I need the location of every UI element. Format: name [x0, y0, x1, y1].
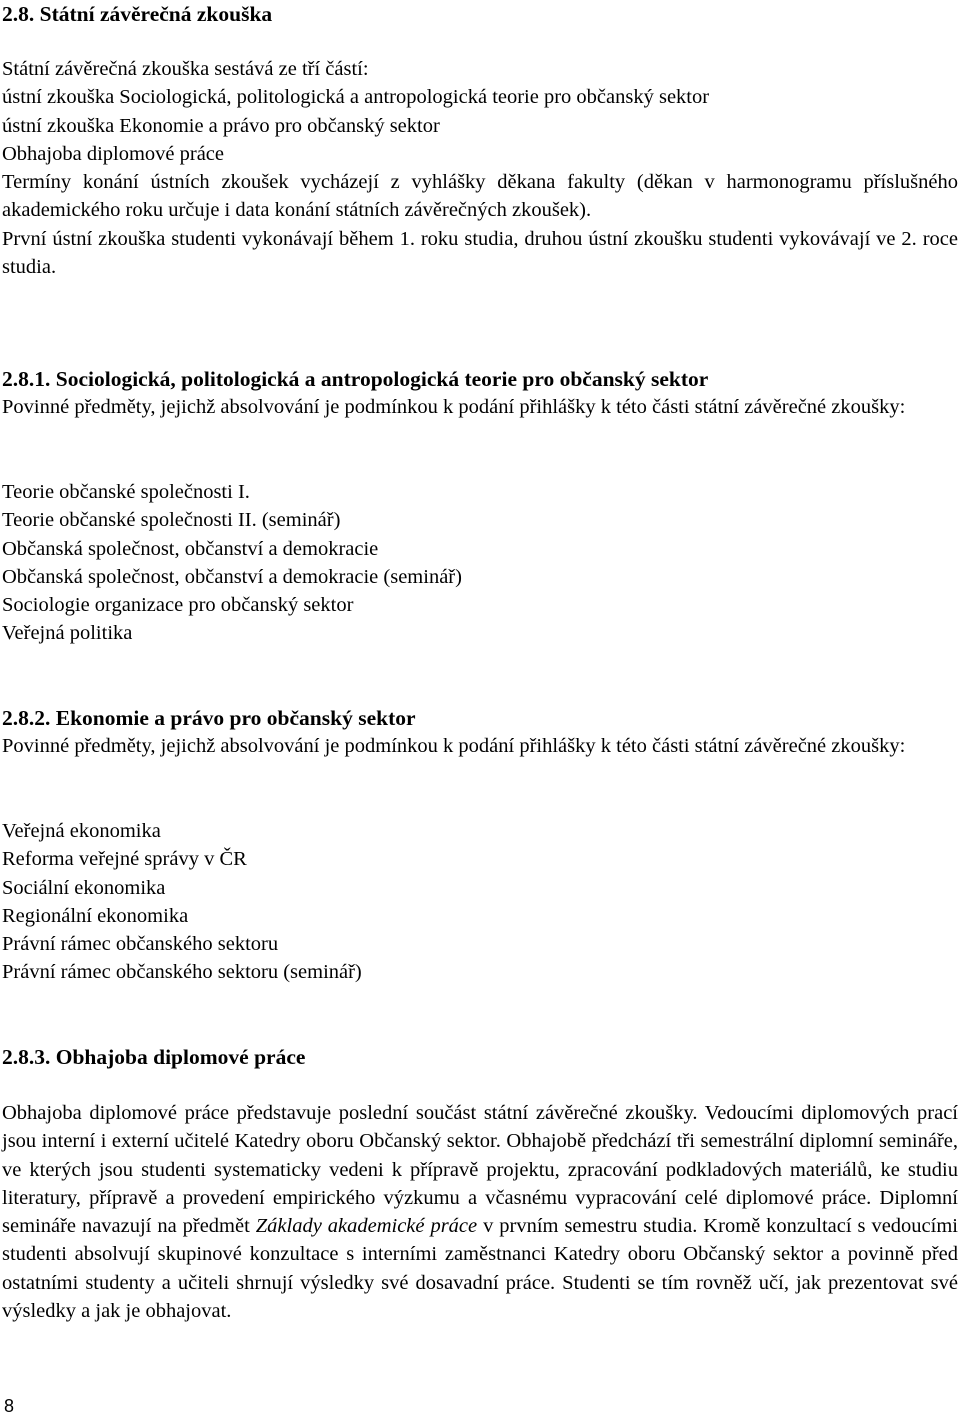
list-item: Teorie občanské společnosti II. (seminář) — [2, 509, 341, 532]
list-item: Právní rámec občanského sektoru (seminář) — [2, 961, 362, 984]
list-item: Občanská společnost, občanství a demokracie — [2, 537, 379, 560]
thesis-text-after: v prvním semestru studia. Kromě konzultací s vedoucími studenti absolvují skupinové konzultace s interními zaměstnanci Katedry oboru Občanský sektor a povinně před ostatními studenty a učiteli shrnují výsledky své dosavadní práce. Studenti se tím rovněž učí, jak prezentovat své výsledky a jak je obhajovat. — [2, 1215, 958, 1323]
list-item: Sociální ekonomika — [2, 876, 166, 899]
subsection-2-subjects — [2, 817, 958, 987]
subsection-title-3: 2.8.3. Obhajoba diplomové práce — [2, 1045, 306, 1069]
exam-timing-paragraph: První ústní zkouška studenti vykonávají během 1. roku studia, druhou ústní zkoušku studenti vykovávají ve 2. roce studia. — [2, 228, 958, 279]
exam-part-1: ústní zkouška Sociologická, politologická a antropologická teorie pro občanský sektor — [2, 86, 710, 109]
subsection-title-1: 2.8.1. Sociologická, politologická a antropologická teorie pro občanský sektor — [2, 367, 709, 391]
list-item: Regionální ekonomika — [2, 904, 189, 927]
list-item: Občanská společnost, občanství a demokracie (seminář) — [2, 565, 462, 588]
course-name: Základy akademické práce — [255, 1215, 478, 1238]
list-item: Sociologie organizace pro občanský sektor — [2, 594, 354, 617]
exam-intro-line: Státní závěrečná zkouška sestává ze tří částí: — [2, 58, 369, 80]
exam-dates-paragraph: Termíny konání ústních zkoušek vycházejí z vyhlášky děkana fakulty (děkan v harmonogramu příslušného akademického roku určuje i data konání státních závěrečných zkoušek). — [2, 171, 958, 222]
list-item: Veřejná politika — [2, 622, 133, 645]
list-item: Veřejná ekonomika — [2, 820, 161, 842]
thesis-text-before: Obhajoba diplomové práce představuje poslední součást státní závěrečné zkoušky. Vedoucími diplomových prací jsou interní i externí učitelé Katedry oboru Občanský sektor. Obhajobě předchází tři semestrální diplomní semináře, ve kterých jsou studenti systematicky vedeni k přípravě projektu, zpracování podkladových materiálů, ke studiu literatury, přípravě a provedení empirického výzkumu a včasnému vypracování celé diplomové práce. Diplomní semináře navazují na předmět — [2, 1102, 958, 1238]
list-item: Právní rámec občanského sektoru — [2, 933, 279, 956]
subsection-1-subjects — [2, 478, 958, 648]
subsection-1-intro: Povinné předměty, jejichž absolvování je podmínkou k podání přihlášky k této části státní závěrečné zkoušky: — [2, 396, 906, 418]
section-heading: 2.8. Státní závěrečná zkouška — [2, 2, 273, 26]
exam-parts-list — [2, 55, 958, 168]
thesis-defense-paragraph — [2, 1099, 958, 1325]
page-number: 8 — [4, 1396, 15, 1416]
exam-part-2: ústní zkouška Ekonomie a právo pro občanský sektor — [2, 114, 440, 137]
list-item: Reforma veřejné správy v ČR — [2, 848, 247, 871]
list-item: Teorie občanské společnosti I. — [2, 481, 250, 503]
exam-part-3: Obhajoba diplomové práce — [2, 142, 225, 165]
subsection-2-intro: Povinné předměty, jejichž absolvování je podmínkou k podání přihlášky k této části státní závěrečné zkoušky: — [2, 735, 906, 757]
subsection-title-2: 2.8.2. Ekonomie a právo pro občanský sektor — [2, 706, 416, 730]
